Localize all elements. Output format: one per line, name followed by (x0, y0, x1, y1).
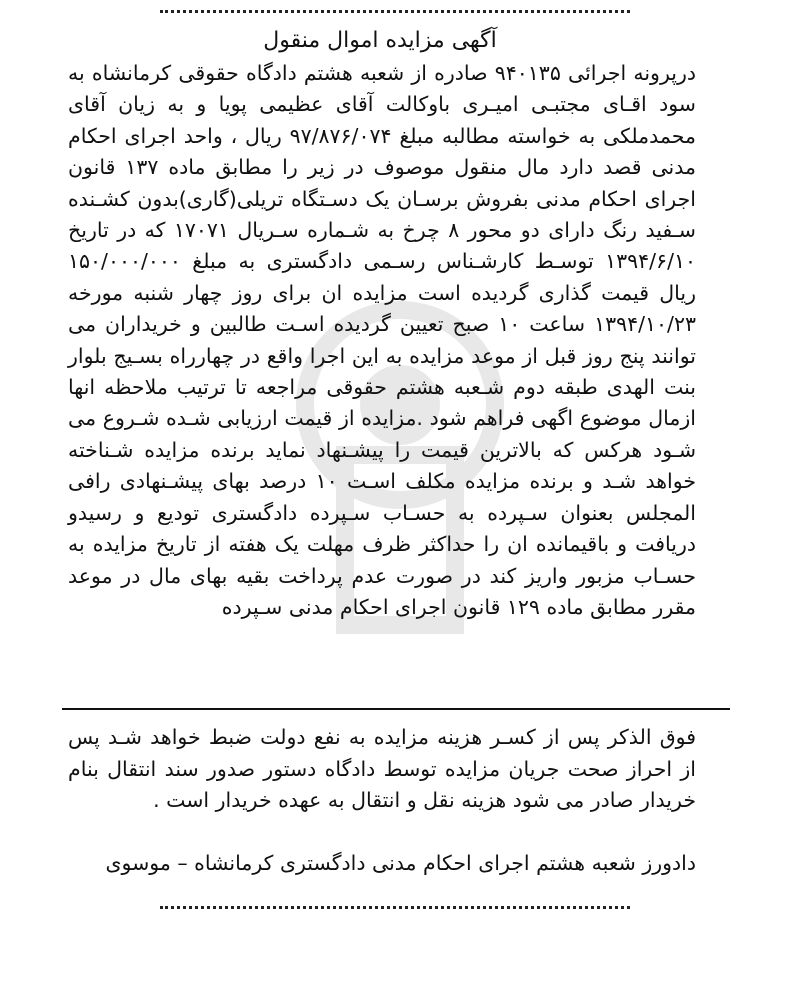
notice-body-part-2: فوق الذکر پس از کسـر هزینه مزایده به نفع دولت ضبط خواهد شـد پس از احراز صحت جریان مزایده توسط دادگاه دستور صدور سند انتقال بنام خریدار صادر می شود هزینه نقل و انتقال به عهده خریدار است . (68, 725, 696, 812)
bottom-dotted-separator (160, 896, 630, 909)
notice-title: آگهی مزایده اموال منقول (263, 28, 497, 53)
notice-signature: دادورز شعبه هشتم اجرای احکام مدنی دادگستری کرمانشاه – موسوی (105, 851, 696, 875)
notice-body-part-1: درپرونه اجرائی ۹۴۰۱۳۵ صادره از شعبه هشتم دادگاه حقوقی کرمانشاه به سود اقـای مجتبـی امیـری باوکالت آقای عظیمی پویا و به زیان آقای محمدملکی به خواسته مطالبه مبلغ ۹۷/۸۷۶/۰۷۴ ریال ، واحد اجرای احکام مدنی قصد دارد مال منقول موصوف در زیر را مطابق ماده ۱۳۷ قانون اجرای احکام مدنی بفروش برسـان یک دسـتگاه تریلی(گاری)بدون کشـنده سـفید رنگ دارای دو محور ۸ چرخ به شـماره سـریال ۱۷۰۷۱ که در تاریخ ۱۳۹۴/۶/۱۰ توسـط کارشـناس رسـمی دادگستری به مبلغ ۱۵۰/۰۰۰/۰۰۰ ریال قیمت گذاری گردیده است مزایده ان برای روز چهار شنبه مورخه ۱۳۹۴/۱۰/۲۳ ساعت ۱۰ صبح تعیین گردیده اسـت طالبین و خریداران می توانند پنج روز قبل از موعد مزایده به این اجرا واقع در چهارراه بسـیج بلوار بنت الهدی طبقه دوم شـعبه هشتم حقوقی مراجعه تا ترتیب ملاحظه انها ازمال موضوع اگهی فراهم شود .مزایده از قیمت ارزیابی شـده شـروع می شـود هرکس که بالاترین قیمت را پیشـنهاد نماید برنده مزایده شـناخته خواهد شـد و برنده مزایده مکلف اسـت ۱۰ درصد بهای پیشـنهادی رافی المجلس بعنوان سـپرده به حسـاب سـپرده دادگستری تودیع و رسیدو دریافت و باقیمانده ان را حداکثر ظرف مهلت یک هفته از تاریخ مزایده به حسـاب مزبور واریز کند در صورت عدم پرداخت بقیه بهای مال در موعد مقرر مطابق ماده ۱۲۹ قانون اجرای احکام مدنی سـپرده (68, 61, 696, 619)
top-dotted-separator (160, 0, 630, 13)
horizontal-divider (62, 708, 730, 710)
